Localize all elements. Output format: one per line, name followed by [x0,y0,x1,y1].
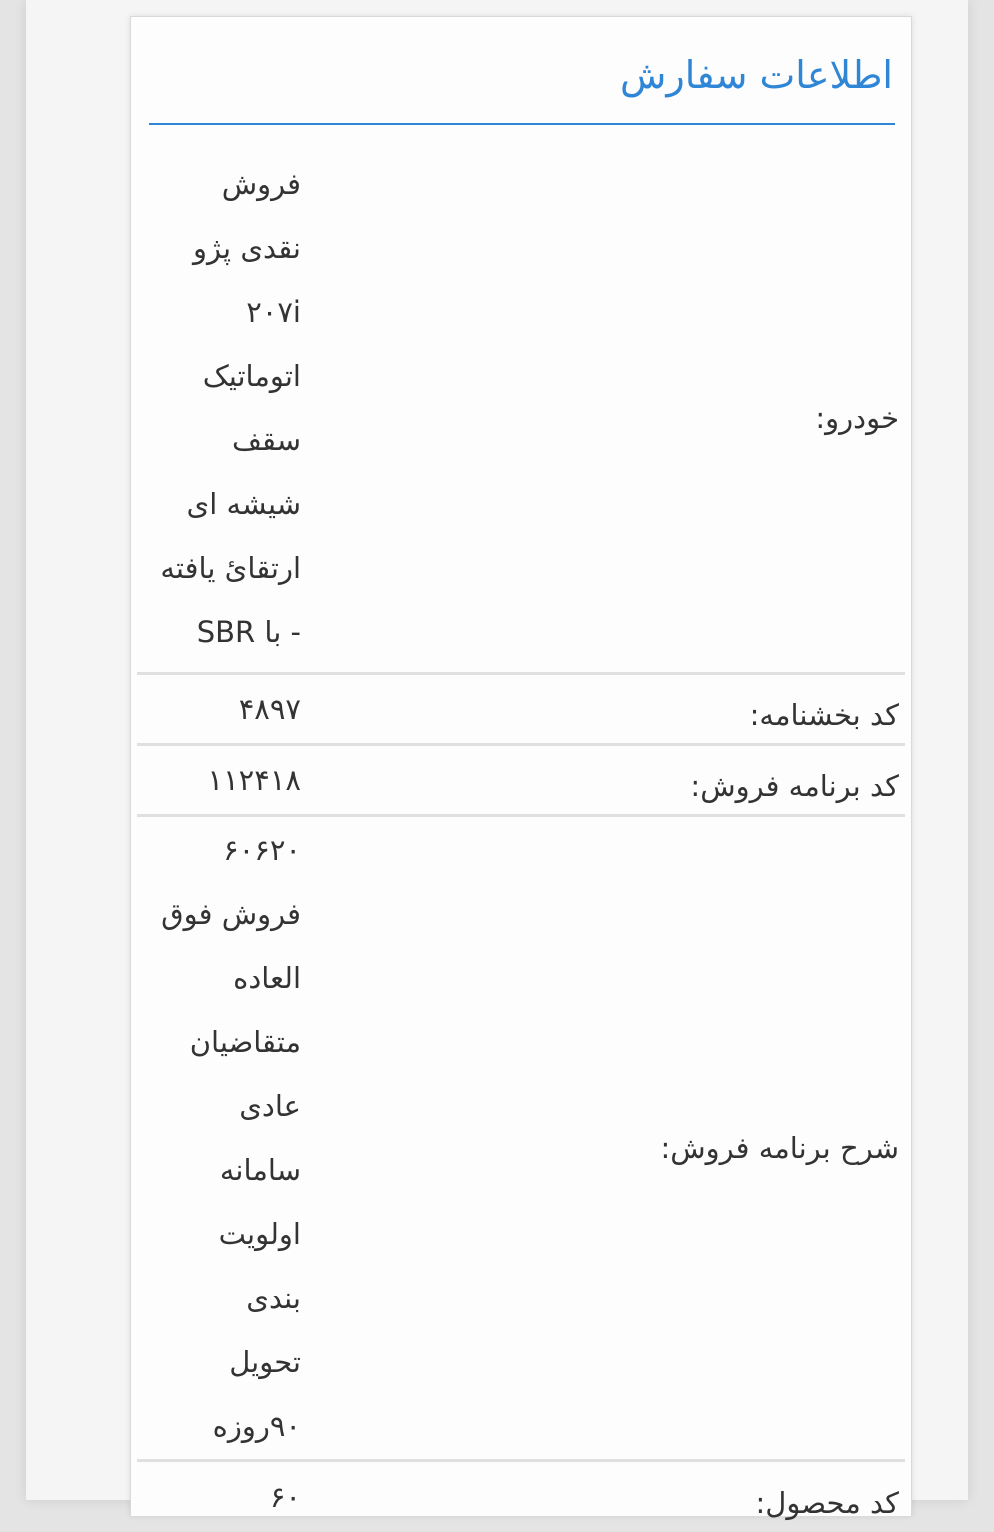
label-sales-program-code: کد برنامه فروش: [690,769,899,803]
label-car: خودرو: [815,400,899,435]
value-line: اتوماتیک [202,358,301,393]
value-line: ۴۸۹۷ [238,692,301,726]
value-line: العاده [233,961,301,995]
label-sales-program-description: شرح برنامه فروش: [660,1131,899,1165]
value-line: ۶۰۶۲۰ [223,833,301,867]
value-sales-program-code [137,748,301,812]
row-circular-code [137,675,905,746]
page-panel [26,0,968,1520]
value-car [137,152,301,664]
row-product-code [137,1462,905,1532]
value-line: فروش فوق [161,897,301,931]
value-line: ۹۰روزه [212,1409,301,1443]
value-line: تحویل [229,1345,301,1379]
value-line: ارتقائ یافته [160,550,301,585]
value-line: - با SBR [196,614,301,649]
value-line: عادی [239,1089,301,1123]
value-line: فروش [221,166,301,201]
row-sales-program-code [137,746,905,817]
value-line: ۲۰۷i [246,294,301,329]
value-sales-program-description [137,818,301,1458]
row-sales-program-description [137,817,905,1462]
value-line: ۶۰ [269,1480,301,1514]
value-line: سامانه [219,1153,301,1187]
value-line: بندی [246,1281,301,1315]
value-line: متقاضیان [189,1025,301,1059]
label-product-code: کد محصول: [755,1486,899,1520]
title-underline [149,123,895,125]
value-line: اولویت [218,1217,301,1251]
order-info-card [130,16,912,1520]
row-car [137,143,905,675]
value-circular-code [137,677,301,741]
value-line: نقدی پژو [193,230,301,265]
card-title: اطلاعات سفارش [620,53,893,97]
value-line: سقف [232,422,301,457]
value-line: ۱۱۲۴۱۸ [207,763,301,797]
label-circular-code: کد بخشنامه: [749,698,899,732]
value-line: شیشه ای [186,486,301,521]
value-product-code [137,1465,301,1529]
order-info-table [137,143,905,1532]
